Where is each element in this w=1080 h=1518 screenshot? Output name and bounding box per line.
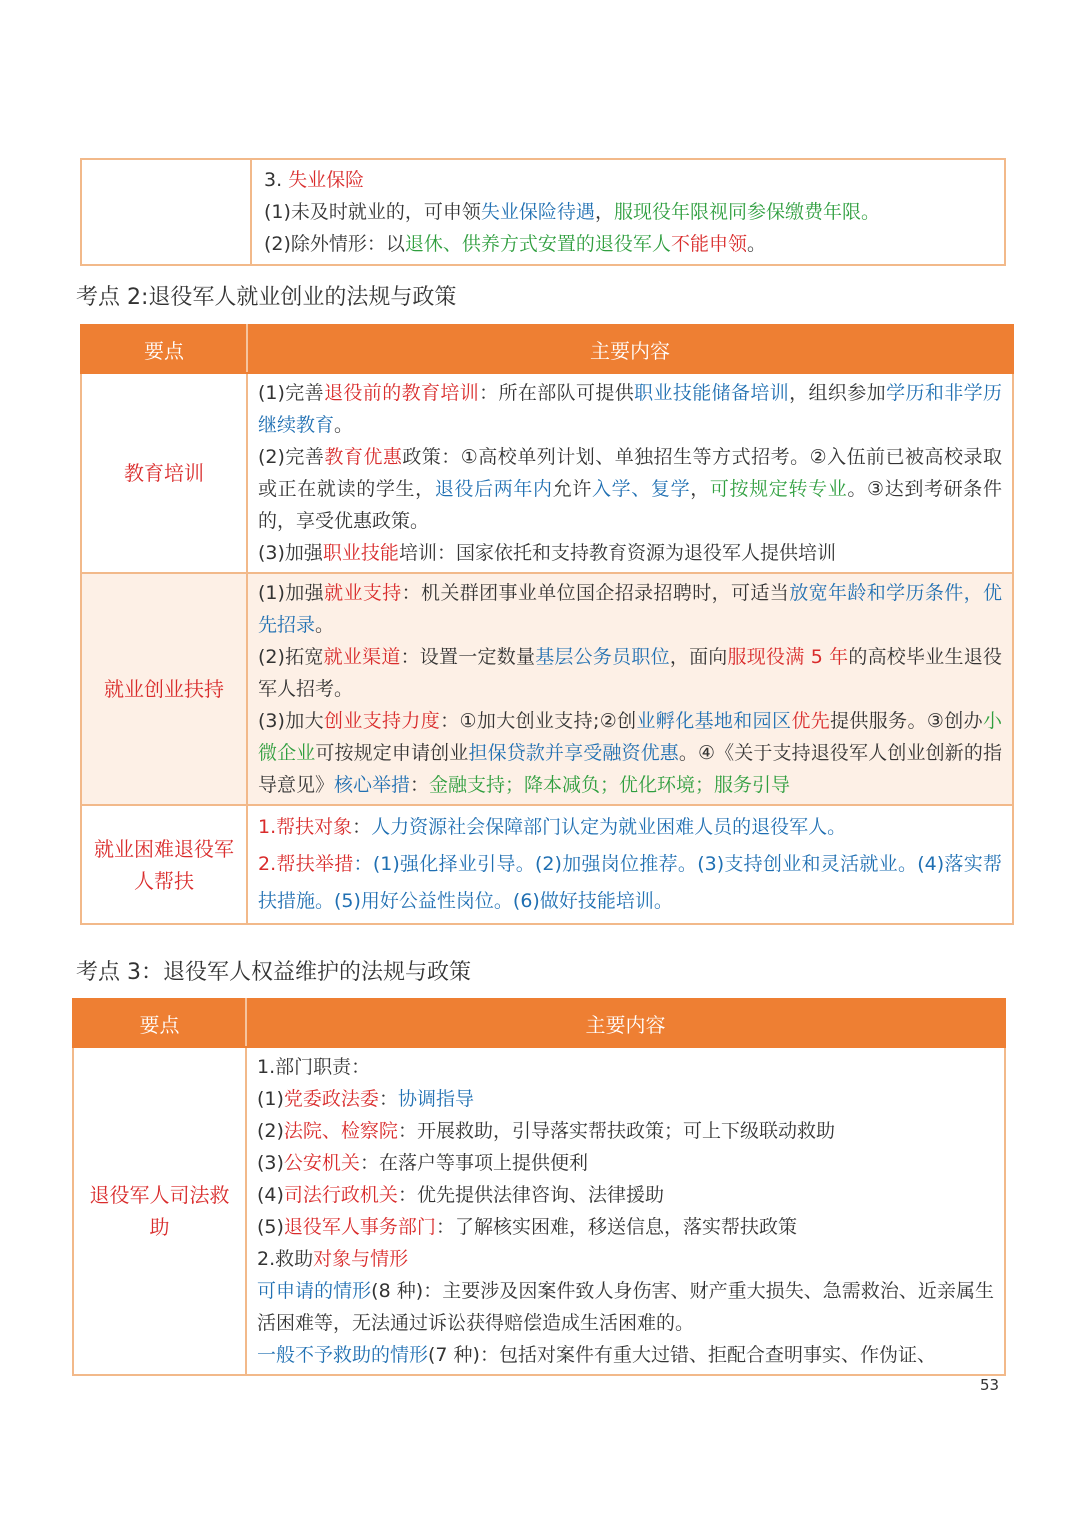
- unemployment-insurance-cell: [251, 159, 1005, 265]
- row-key-employment: 就业创业扶持: [81, 573, 247, 805]
- header-key: 要点: [81, 325, 247, 373]
- header-key: 要点: [73, 999, 246, 1047]
- row-content-difficulty: 1.帮扶对象：人力资源社会保障部门认定为就业困难人员的退役军人。 2.帮扶举措：(1)强化择业引导。(2)加强岗位推荐。(3)支持创业和灵活就业。(4)落实帮扶措施。(5)用好公益性岗位。(6)做好技能培训。: [247, 805, 1013, 924]
- rights-protection-table: [72, 998, 1006, 1376]
- unemployment-title: 3. 失业保险: [264, 169, 365, 191]
- row-key-judicial-aid: 退役军人司法救助: [73, 1047, 246, 1375]
- unemployment-line-1: (1)未及时就业的，可申领失业保险待遇，服现役年限视同参保缴费年限。: [264, 201, 880, 223]
- table-row: [81, 805, 1013, 924]
- row-key-difficulty: 就业困难退役军人帮扶: [81, 805, 247, 924]
- page-number: 53: [980, 1376, 1000, 1394]
- header-content: 主要内容: [247, 325, 1013, 373]
- table-row: [81, 573, 1013, 805]
- continued-key-cell: [81, 159, 251, 265]
- section-3-title: 考点 3：退役军人权益维护的法规与政策: [76, 960, 471, 985]
- row-key-education: 教育培训: [81, 373, 247, 573]
- employment-policy-table: [80, 324, 1014, 925]
- unemployment-line-2: (2)除外情形：以退休、供养方式安置的退役军人不能申领。: [264, 233, 766, 255]
- row-content-judicial-aid: 1.部门职责： (1)党委政法委：协调指导 (2)法院、检察院：开展救助，引导落实帮扶政策；可上下级联动救助 (3)公安机关：在落户等事项上提供便利 (4)司法行政机关：优先提供法律咨询、法律援助 (5)退役军人事务部门：了解核实困难，移送信息，落实帮扶政策 2.救助对象与情形 可申请的情形(8 种)：主要涉及因案件致人身伤害、财产重大损失、急需救治、近亲属生活困难等，无法通过诉讼获得赔偿造成生活困难的。 一般不予救助的情形(7 种)：包括对案件有重大过错、拒配合查明事实、作伪证、: [246, 1047, 1005, 1375]
- continued-table: [80, 158, 1006, 266]
- header-content: 主要内容: [246, 999, 1005, 1047]
- table-row: [73, 1047, 1005, 1375]
- row-content-employment: (1)加强就业支持：机关群团事业单位国企招录招聘时，可适当放宽年龄和学历条件，优先招录。 (2)拓宽就业渠道：设置一定数量基层公务员职位，面向服现役满 5 年的高校毕业生退役军人招考。 (3)加大创业支持力度：①加大创业支持;②创业孵化基地和园区优先提供服务。③创办小微企业可按规定申请创业担保贷款并享受融资优惠。④《关于支持退役军人创业创新的指导意见》核心举措：金融支持；降本减负；优化环境；服务引导: [247, 573, 1013, 805]
- table-row: [81, 373, 1013, 573]
- section-2-title: 考点 2:退役军人就业创业的法规与政策: [76, 285, 457, 310]
- row-content-education: (1)完善退役前的教育培训：所在部队可提供职业技能储备培训，组织参加学历和非学历继续教育。 (2)完善教育优惠政策：①高校单列计划、单独招生等方式招考。②入伍前已被高校录取或正在就读的学生，退役后两年内允许入学、复学，可按规定转专业。③达到考研条件的，享受优惠政策。 (3)加强职业技能培训：国家依托和支持教育资源为退役军人提供培训: [247, 373, 1013, 573]
